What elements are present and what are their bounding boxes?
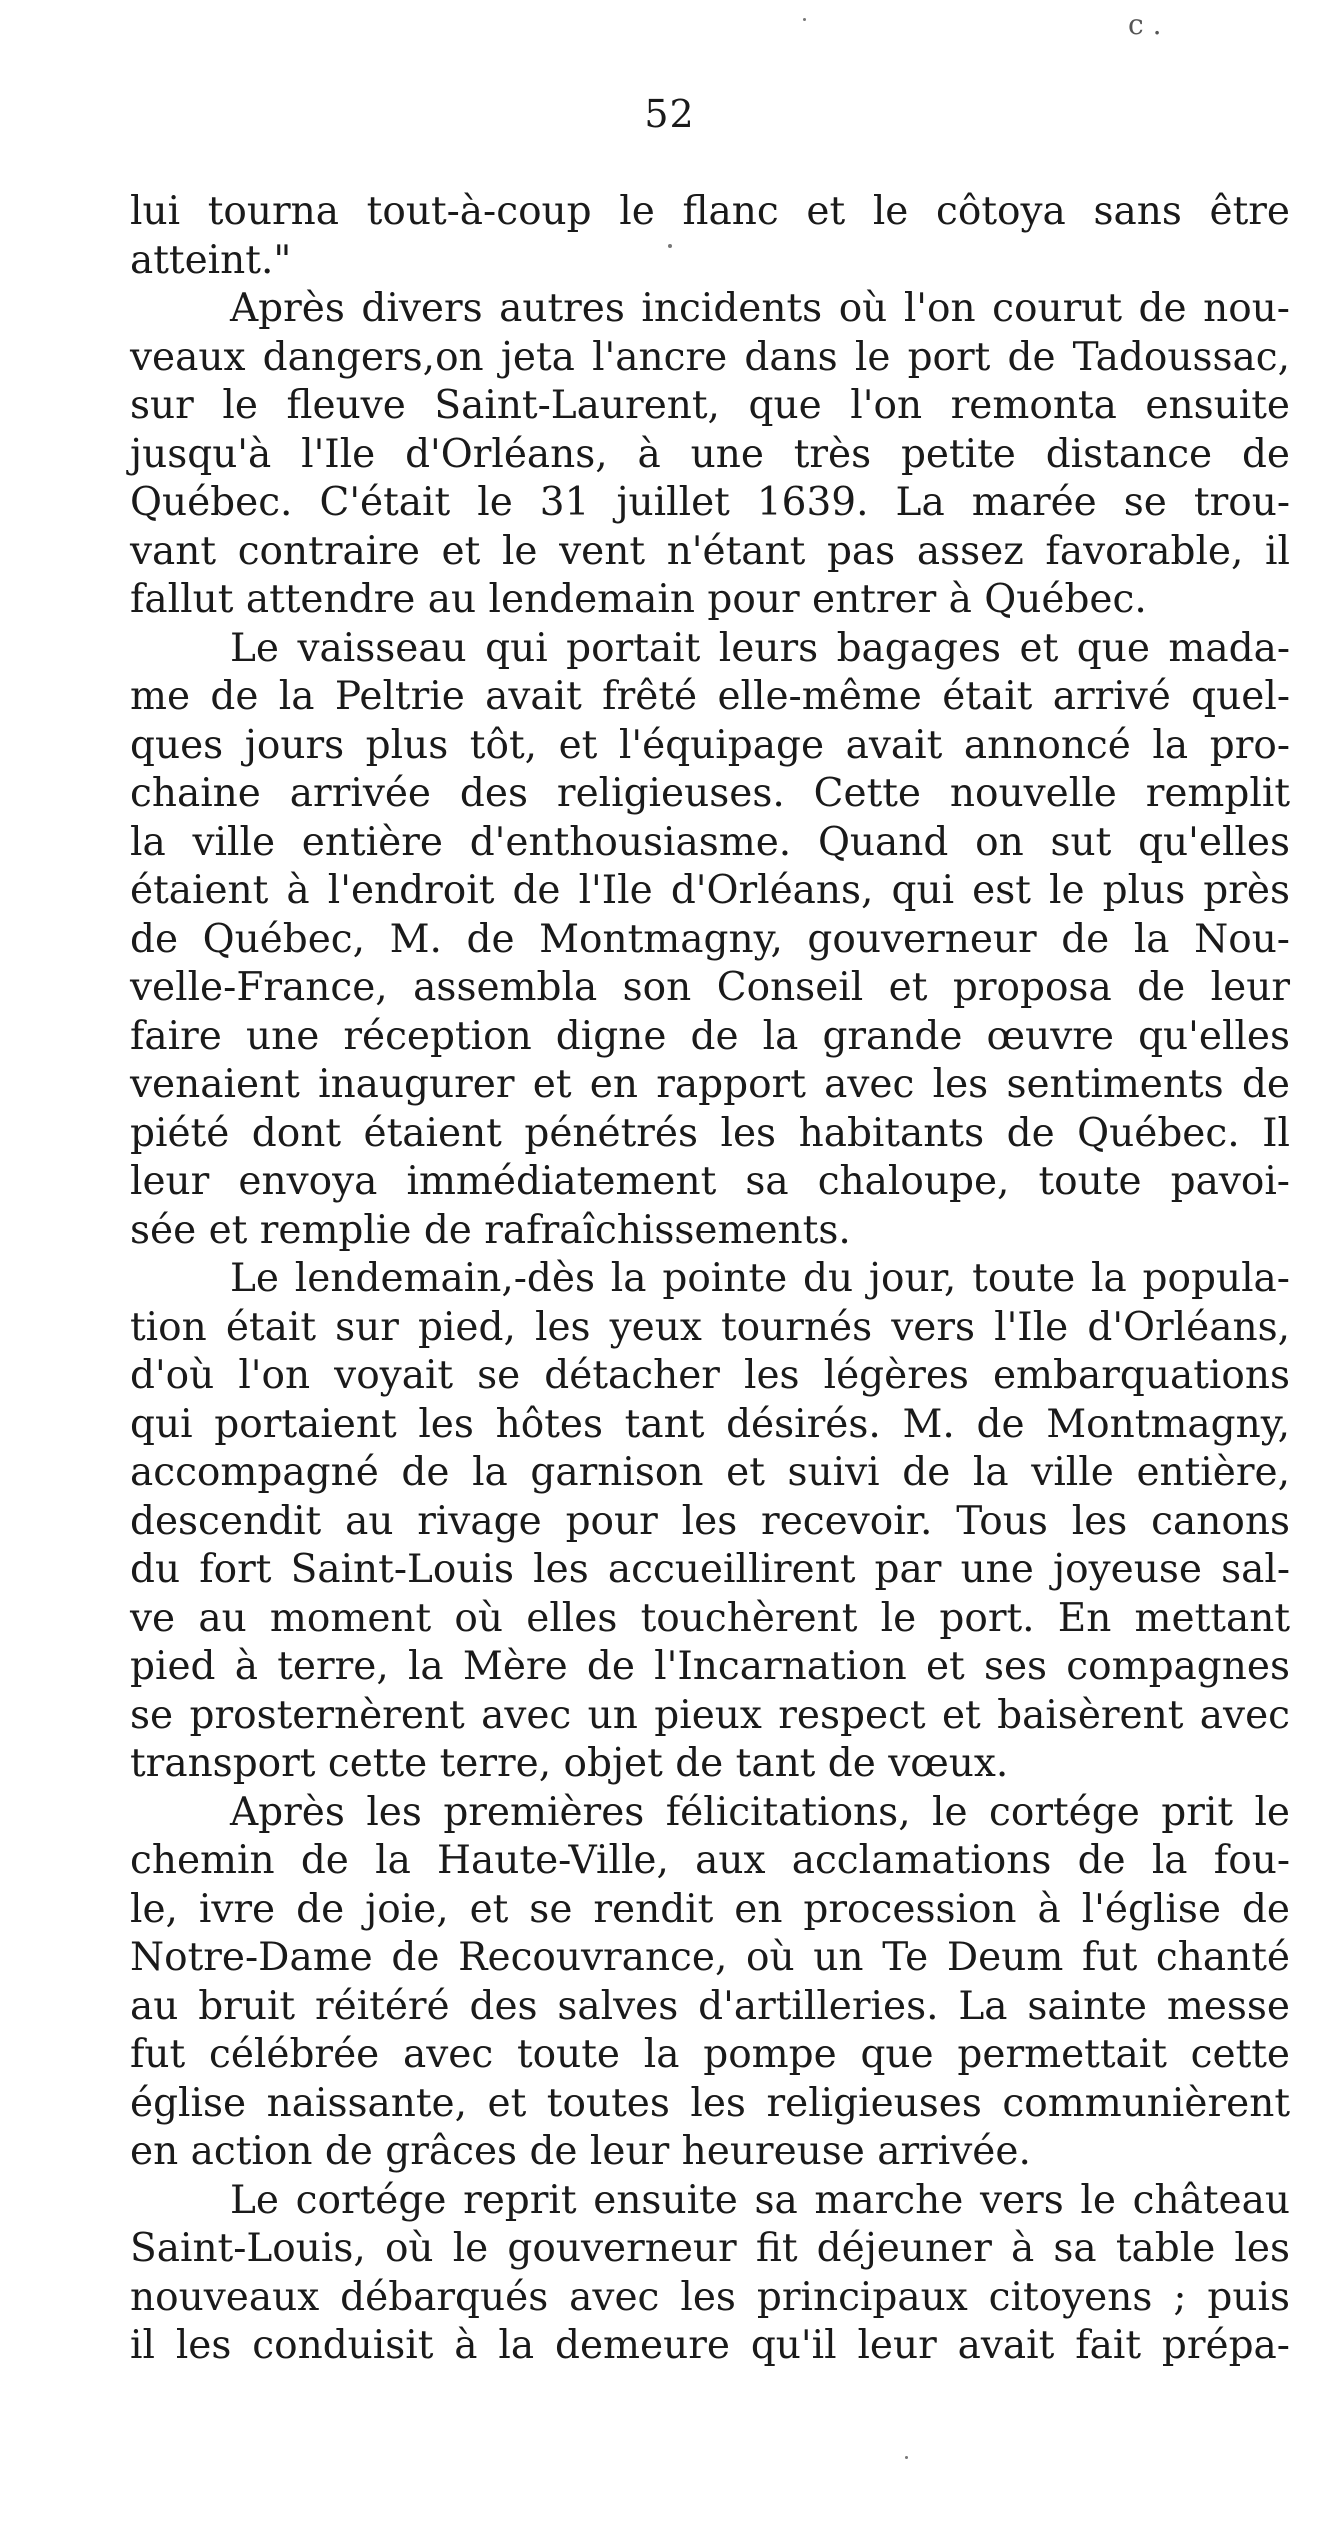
text-line: velle-France, assembla son Conseil et proposa de leur	[130, 965, 1290, 1010]
text-line: la ville entière d'enthousiasme. Quand on sut qu'elles	[130, 819, 1290, 865]
paragraph-start-line: Le cortége reprit ensuite sa marche vers le château	[230, 2177, 1290, 2223]
text-line: faire une réception digne de la grande œuvre qu'elles	[130, 1013, 1290, 1059]
text-line: ve au moment où elles touchèrent le port. En mettant	[130, 1595, 1290, 1641]
text-line: veaux dangers,on jeta l'ancre dans le port de Tadoussac,	[130, 334, 1290, 380]
text-line: Québec. C'était le 31 juillet 1639. La marée se trou-	[130, 480, 1290, 525]
scan-speck	[668, 244, 672, 248]
text-line: fut célébrée avec toute la pompe que permettait cette	[130, 2032, 1290, 2077]
text-line: du fort Saint-Louis les accueillirent par une joyeuse sal-	[130, 1547, 1290, 1592]
paragraph-start-line: Après divers autres incidents où l'on courut de nou-	[230, 286, 1290, 331]
text-line: transport cette terre, objet de tant de vœux.	[130, 1741, 1009, 1786]
text-line: Saint-Louis, où le gouverneur fit déjeuner à sa table les	[130, 2226, 1290, 2271]
text-line: étaient à l'endroit de l'Ile d'Orléans, qui est le plus près	[130, 868, 1290, 913]
text-line: au bruit réitéré des salves d'artilleries. La sainte messe	[130, 1983, 1290, 2029]
text-line: me de la Peltrie avait frêté elle-même était arrivé quel-	[130, 674, 1290, 719]
text-line: leur envoya immédiatement sa chaloupe, toute pavoi-	[130, 1159, 1290, 1204]
scan-speck	[905, 2456, 908, 2459]
scan-speck	[803, 18, 806, 21]
text-line: pied à terre, la Mère de l'Incarnation et ses compagnes	[130, 1644, 1290, 1689]
text-line: tion était sur pied, les yeux tournés vers l'Ile d'Orléans,	[130, 1304, 1290, 1350]
text-line: qui portaient les hôtes tant désirés. M. de Montmagny,	[130, 1401, 1290, 1447]
text-line: sur le fleuve Saint-Laurent, que l'on remonta ensuite	[130, 383, 1290, 428]
paragraph-start-line: Le vaisseau qui portait leurs bagages et que mada-	[230, 625, 1290, 671]
text-line: d'où l'on voyait se détacher les légères embarquations	[130, 1353, 1290, 1398]
text-line: ques jours plus tôt, et l'équipage avait annoncé la pro-	[130, 722, 1290, 768]
text-line: vant contraire et le vent n'étant pas assez favorable, il	[130, 528, 1290, 574]
text-line: en action de grâces de leur heureuse arrivée.	[130, 2129, 1031, 2174]
text-line: église naissante, et toutes les religieuses communièrent	[130, 2080, 1290, 2126]
text-line: descendit au rivage pour les recevoir. Tous les canons	[130, 1498, 1290, 1544]
text-line: le, ivre de joie, et se rendit en procession à l'église de	[130, 1886, 1290, 1932]
text-line: piété dont étaient pénétrés les habitants de Québec. Il	[130, 1110, 1290, 1156]
text-line: Notre-Dame de Recouvrance, où un Te Deum fut chanté	[130, 1935, 1290, 1980]
text-line: accompagné de la garnison et suivi de la ville entière,	[130, 1450, 1290, 1495]
body-text	[130, 188, 1290, 2371]
text-line: de Québec, M. de Montmagny, gouverneur de la Nou-	[130, 916, 1290, 962]
text-line: il les conduisit à la demeure qu'il leur avait fait prépa-	[130, 2323, 1290, 2368]
text-line: fallut attendre au lendemain pour entrer à Québec.	[130, 577, 1147, 622]
text-line: venaient inaugurer et en rapport avec les sentiments de	[130, 1062, 1290, 1107]
text-line: chaine arrivée des religieuses. Cette nouvelle remplit	[130, 771, 1290, 816]
page-number: 52	[644, 92, 695, 136]
text-line: se prosternèrent avec un pieux respect et baisèrent avec	[130, 1692, 1290, 1738]
paragraph-start-line: Le lendemain,-dès la pointe du jour, toute la popula-	[230, 1256, 1290, 1301]
text-line: atteint."	[130, 237, 292, 283]
text-line: lui tourna tout-à-coup le flanc et le côtoya sans être	[130, 189, 1290, 234]
text-line: jusqu'à l'Ile d'Orléans, à une très petite distance de	[130, 431, 1290, 477]
text-line: sée et remplie de rafraîchissements.	[130, 1207, 851, 1253]
text-line: nouveaux débarqués avec les principaux citoyens ; puis	[130, 2274, 1290, 2320]
paragraph-start-line: Après les premières félicitations, le cortége prit le	[230, 1789, 1290, 1835]
corner-mark: c .	[1128, 8, 1162, 41]
text-line: chemin de la Haute-Ville, aux acclamations de la fou-	[130, 1838, 1290, 1883]
